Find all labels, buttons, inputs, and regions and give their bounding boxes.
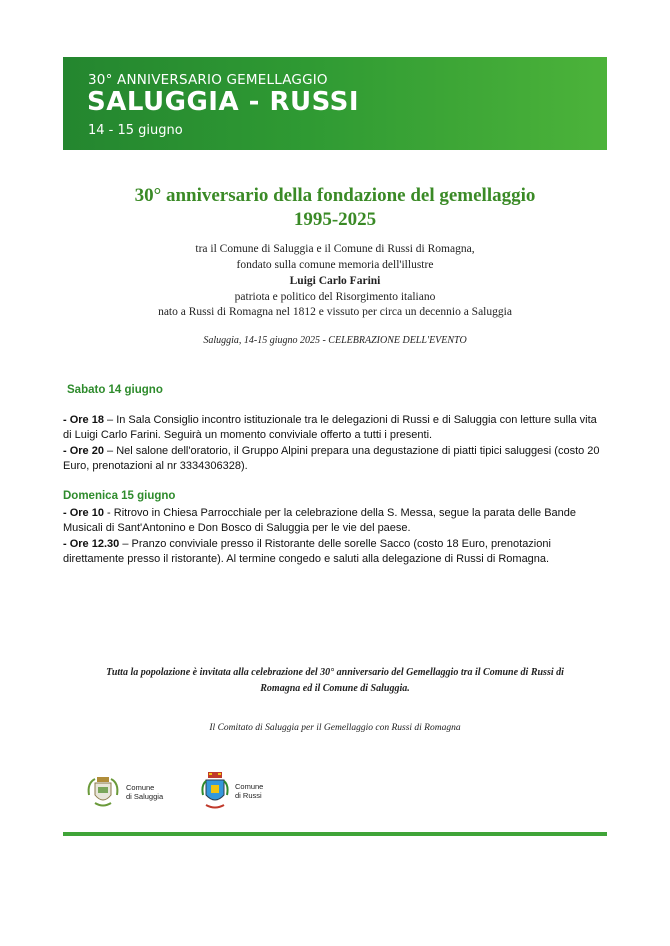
intro-name: Luigi Carlo Farini <box>289 275 381 287</box>
item-text: - Ritrovo in Chiesa Parrocchiale per la celebrazione della S. Messa, segue la parata delle Bande Musicali di Sant'Antonino e Don Bosco di Saluggia per le vie del paese. <box>63 507 577 534</box>
intro-line-4: nato a Russi di Romagna nel 1812 e vissuto per circa un decennio a Saluggia <box>158 306 512 318</box>
invite-line-1: Tutta la popolazione è invitata alla celebrazione del 30° anniversario del Gemellaggio tra il Comune di Russi di <box>106 667 564 678</box>
time-label: - Ore 12.30 <box>63 538 120 550</box>
logo-russi <box>200 771 263 811</box>
sunday-item-1 <box>63 506 608 536</box>
page-years: 1995-2025 <box>293 209 377 230</box>
committee-signature: Il Comitato di Saluggia per il Gemellaggio con Russi di Romagna <box>209 723 461 733</box>
saturday-item-2 <box>63 444 608 474</box>
header-banner <box>63 57 607 150</box>
item-text: – Nel salone dell'oratorio, il Gruppo Alpini prepara una degustazione di piatti tipici saluggesi (costo 20 Euro, prenotazioni al nr 3334306328). <box>63 445 600 472</box>
russi-label: Comune di Russi <box>235 782 264 800</box>
event-line: Saluggia, 14-15 giugno 2025 - CELEBRAZIONE DELL'EVENTO <box>203 335 467 346</box>
logo-saluggia <box>85 775 163 809</box>
invite-line-2: Romagna ed il Comune di Saluggia. <box>260 683 410 694</box>
item-text: – Pranzo conviviale presso il Ristorante delle sorelle Sacco (costo 18 Euro, prenotazioni direttamente presso il ristorante). Al termine congedo e saluti alla delegazione di Russi di Romagna. <box>63 538 551 565</box>
saluggia-crest-icon <box>85 775 121 809</box>
time-label: - Ore 10 <box>63 507 104 519</box>
saluggia-label: Comune di Saluggia <box>126 783 164 801</box>
sunday-item-2 <box>63 537 608 567</box>
intro-line-3: patriota e politico del Risorgimento italiano <box>234 291 436 303</box>
saturday-heading: Sabato 14 giugno <box>67 384 163 396</box>
intro-line-2: fondato sulla comune memoria dell'illustre <box>236 259 434 271</box>
saturday-item-1 <box>63 413 608 443</box>
banner-subtitle: 30° ANNIVERSARIO GEMELLAGGIO <box>88 72 328 88</box>
sunday-heading: Domenica 15 giugno <box>63 490 176 502</box>
time-label: - Ore 20 <box>63 445 104 457</box>
footer-divider <box>63 832 607 836</box>
time-label: - Ore 18 <box>63 414 104 426</box>
page-title: 30° anniversario della fondazione del gemellaggio <box>134 185 536 206</box>
russi-crest-icon <box>200 771 230 811</box>
banner-title: SALUGGIA - RUSSI <box>87 87 360 117</box>
item-text: – In Sala Consiglio incontro istituzionale tra le delegazioni di Russi e di Saluggia con letture sulla vita di Luigi Carlo Farini. Seguirà un momento conviviale offerto a tutti i presenti. <box>63 414 597 441</box>
banner-dates: 14 - 15 giugno <box>88 123 183 138</box>
intro-line-1: tra il Comune di Saluggia e il Comune di Russi di Romagna, <box>195 243 475 255</box>
